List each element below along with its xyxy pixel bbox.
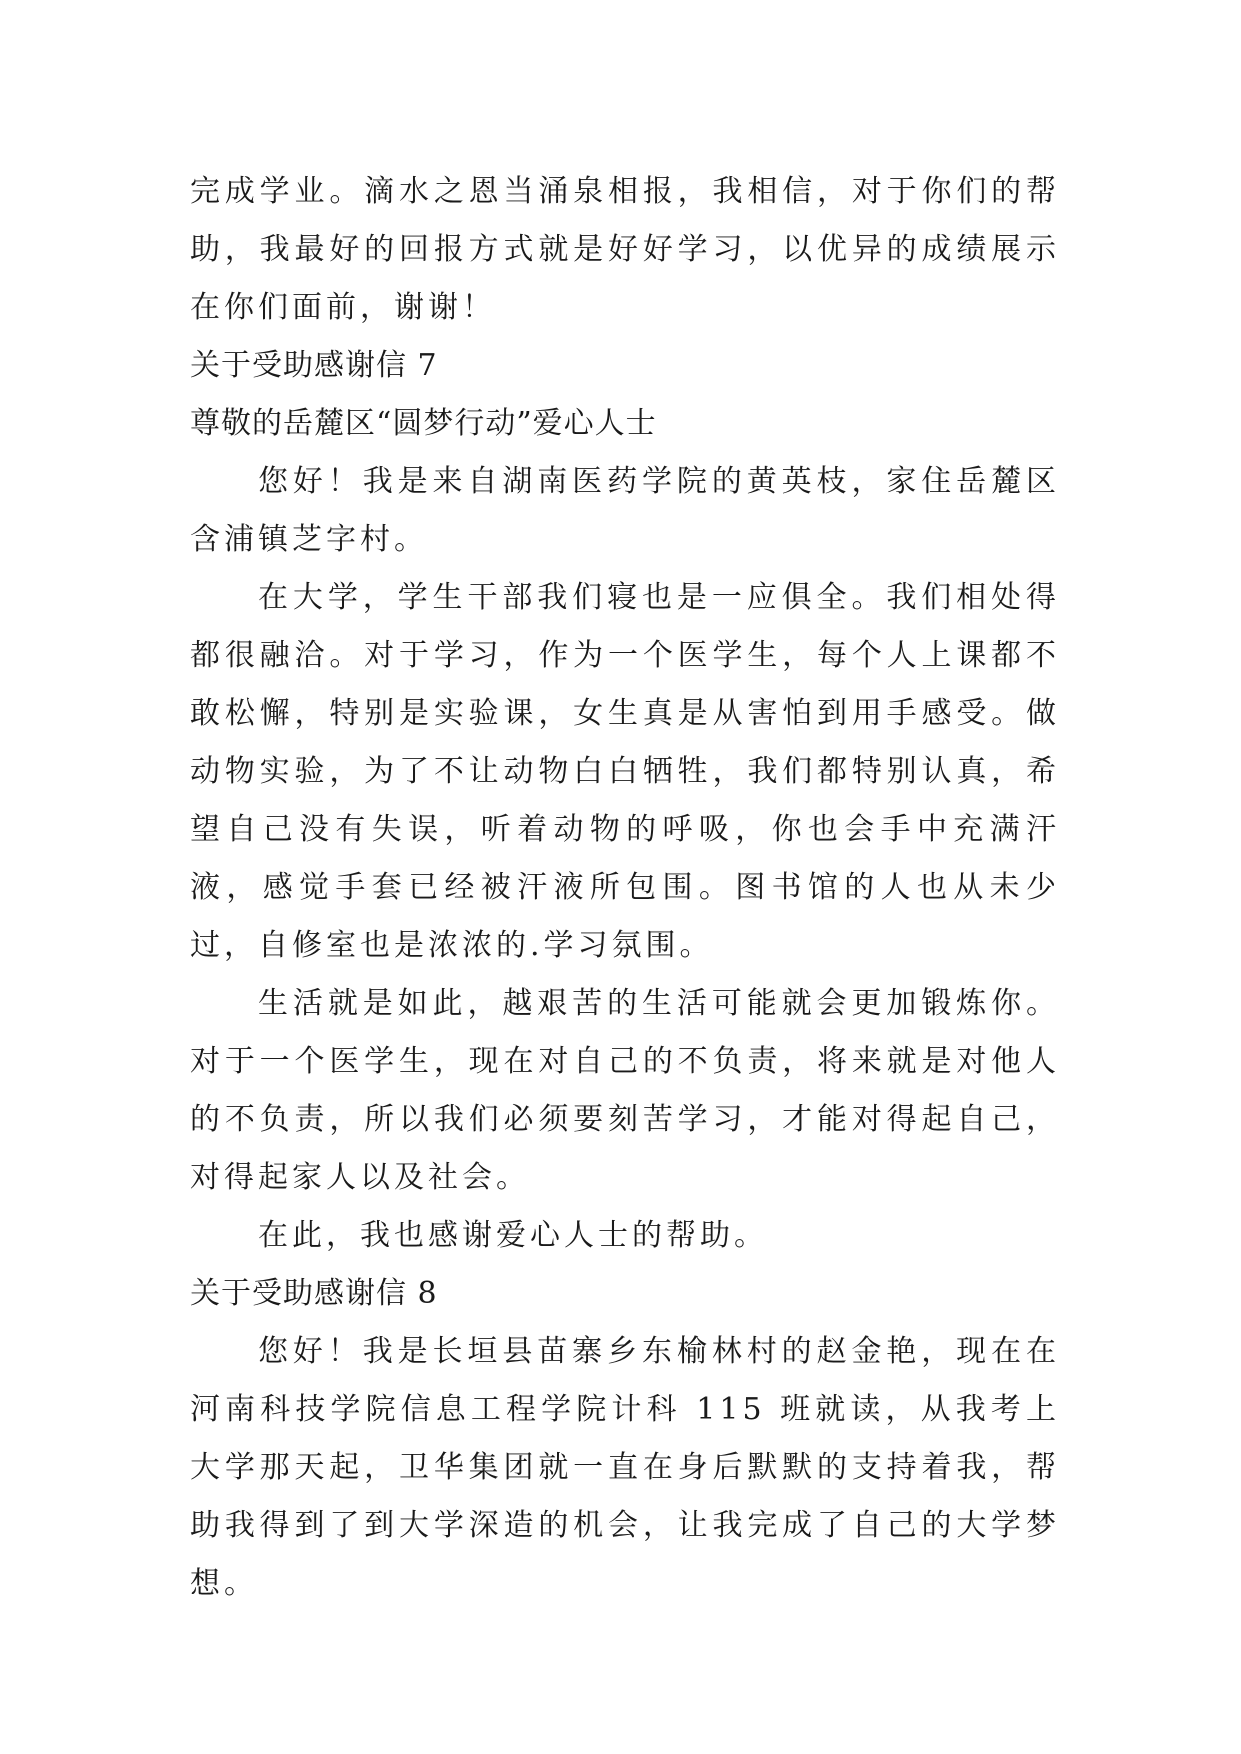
letter-7-salutation: 尊敬的岳麓区“圆梦行动”爱心人士 bbox=[190, 406, 657, 441]
document-body bbox=[190, 163, 1060, 1613]
paragraph-closing-previous-letter: 完成学业。滴水之恩当涌泉相报，我相信，对于你们的帮助，我最好的回报方式就是好好学习，以优异的成绩展示在你们面前，谢谢！ bbox=[190, 174, 1060, 325]
letter-8-title: 关于受助感谢信 8 bbox=[190, 1276, 438, 1311]
letter-8-paragraph-1: 您好！我是长垣县苗寨乡东榆林村的赵金艳，现在在河南科技学院信息工程学院计科 115 班就读，从我考上大学那天起，卫华集团就一直在身后默默的支持着我，帮助我得到了到大学深造的机会，让我完成了自己的大学梦想。 bbox=[190, 1334, 1060, 1601]
letter-7-paragraph-3: 生活就是如此，越艰苦的生活可能就会更加锻炼你。对于一个医学生，现在对自己的不负责，将来就是对他人的不负责，所以我们必须要刻苦学习，才能对得起自己，对得起家人以及社会。 bbox=[190, 986, 1060, 1195]
letter-7-paragraph-1: 您好！我是来自湖南医药学院的黄英枝，家住岳麓区含浦镇芝字村。 bbox=[190, 464, 1060, 557]
letter-7-title: 关于受助感谢信 7 bbox=[190, 348, 438, 383]
letter-7-paragraph-2: 在大学，学生干部我们寝也是一应俱全。我们相处得都很融洽。对于学习，作为一个医学生，每个人上课都不敢松懈，特别是实验课，女生真是从害怕到用手感受。做动物实验，为了不让动物白白牺牲，我们都特别认真，希望自己没有失误，听着动物的呼吸，你也会手中充满汗液，感觉手套已经被汗液所包围。图书馆的人也从未少过，自修室也是浓浓的.学习氛围。 bbox=[190, 580, 1060, 963]
letter-7-paragraph-4: 在此，我也感谢爱心人士的帮助。 bbox=[258, 1218, 768, 1253]
